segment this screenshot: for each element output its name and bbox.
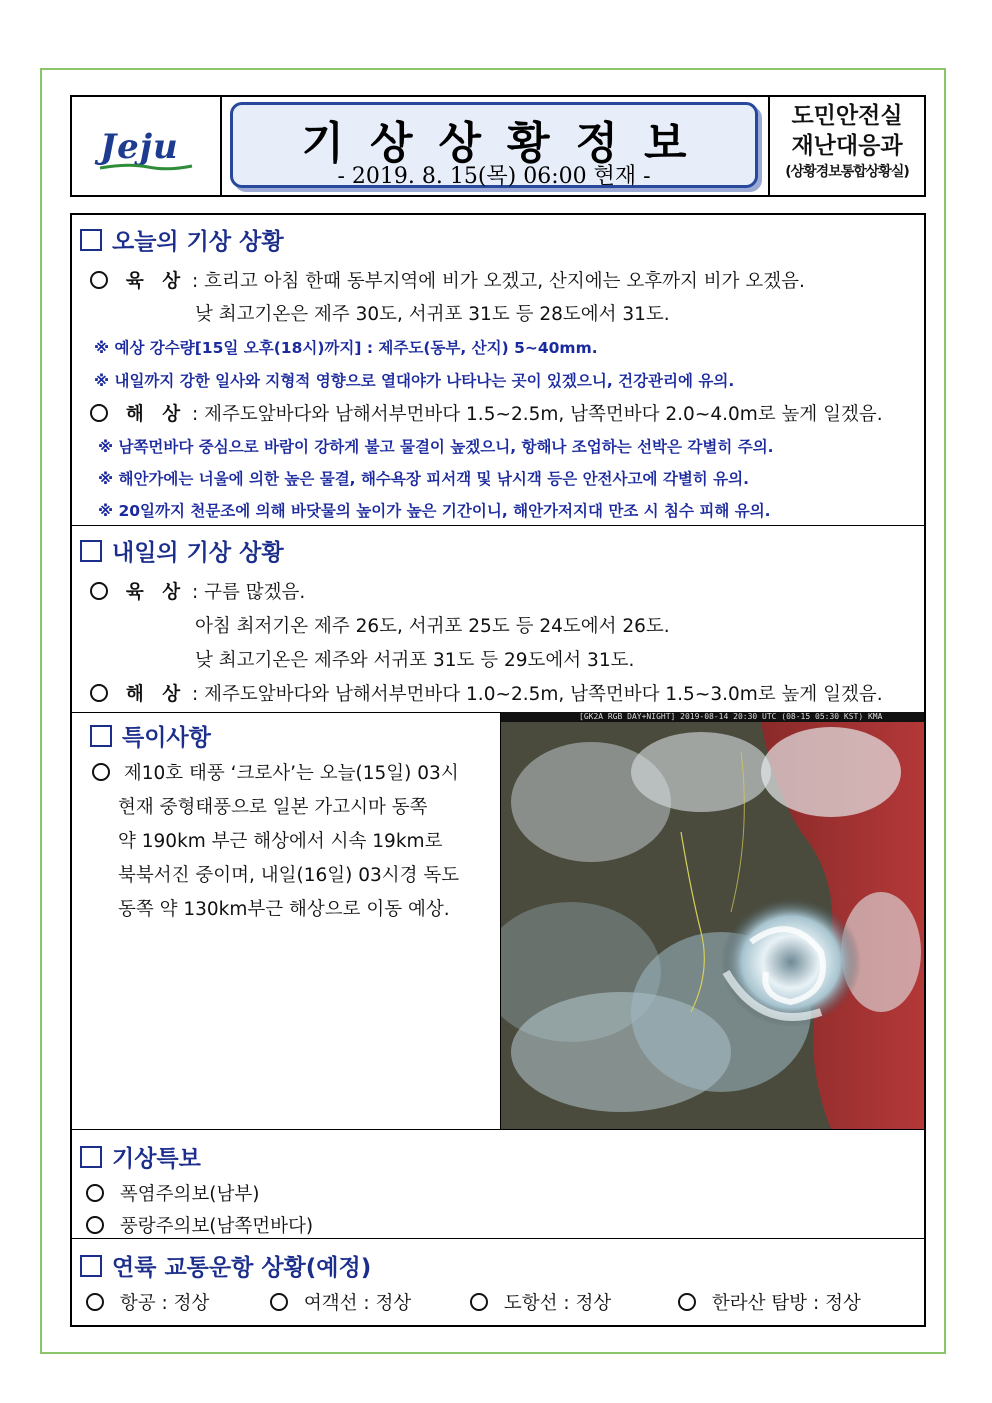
tomorrow-land-line3: 낮 최고기온은 제주와 서귀포 31도 등 29도에서 31도. xyxy=(195,650,635,671)
tomorrow-land-line1: : 구름 많겠음. xyxy=(191,582,306,603)
tomorrow-land-label: 육 상 xyxy=(125,582,187,603)
dept-line1: 도민안전실 xyxy=(791,103,903,129)
today-title-text: 오늘의 기상 상황 xyxy=(112,229,284,255)
tomorrow-sea-label: 해 상 xyxy=(125,684,187,705)
tomorrow-title xyxy=(80,534,284,567)
department xyxy=(768,97,924,195)
dept-line2: 재난대응과 xyxy=(791,133,903,159)
special-line4: 북북서진 중이며, 내일(16일) 03시경 독도 xyxy=(118,865,460,886)
tomorrow-land-row xyxy=(90,578,305,604)
special-line5: 동쪽 약 130km부근 해상으로 이동 예상. xyxy=(118,899,450,920)
circle-bullet-icon xyxy=(678,1293,696,1311)
circle-bullet-icon xyxy=(86,1216,104,1234)
jeju-logo: Jeju xyxy=(100,127,179,167)
circle-bullet-icon xyxy=(90,684,108,702)
today-sea-label: 해 상 xyxy=(125,404,187,425)
today-note2: ※ 내일까지 강한 일사와 지형적 영향으로 열대야가 나타나는 곳이 있겠으니, 건강관리에 유의. xyxy=(94,372,735,390)
traffic-item4-text: 한라산 탐방 : 정상 xyxy=(711,1293,861,1314)
title-box xyxy=(230,102,758,188)
satellite-caption: [GK2A RGB DAY+NIGHT] 2019-08-14 20:30 UTC (08-15 05:30 KST) KMA xyxy=(501,712,924,722)
tomorrow-sea-row xyxy=(90,680,883,706)
today-note4: ※ 해안가에는 너울에 의한 높은 물결, 해수욕장 피서객 및 낚시객 등은 안전사고에 각별히 유의. xyxy=(98,470,749,488)
today-title xyxy=(80,223,284,256)
today-sea-row xyxy=(90,400,883,426)
special-title-text: 특이사항 xyxy=(122,725,211,751)
satellite-image xyxy=(500,712,924,1129)
traffic-item1 xyxy=(86,1289,209,1315)
warning-item1 xyxy=(86,1180,259,1206)
special-title xyxy=(90,719,211,752)
special-line2: 현재 중형태풍으로 일본 가고시마 동쪽 xyxy=(118,797,428,818)
warning-item2-text: 풍랑주의보(남쪽먼바다) xyxy=(119,1216,314,1237)
warnings-section xyxy=(72,1129,924,1238)
special-line1-text: 제10호 태풍 ‘크로사’는 오늘(15일) 03시 xyxy=(123,763,459,784)
today-land-label: 육 상 xyxy=(125,271,187,292)
traffic-item2 xyxy=(270,1289,411,1315)
main-table xyxy=(70,213,926,1327)
satellite-picture xyxy=(501,712,924,1129)
special-line3: 약 190km 부근 해상에서 시속 19km로 xyxy=(118,831,443,852)
circle-bullet-icon xyxy=(470,1293,488,1311)
today-land-row xyxy=(90,267,805,293)
warnings-title xyxy=(80,1140,201,1173)
today-sea-line: : 제주도앞바다와 남해서부먼바다 1.5~2.5m, 남쪽먼바다 2.0~4.0m로 높게 일겠음. xyxy=(191,404,883,425)
checkbox-square-icon xyxy=(80,1255,102,1277)
header xyxy=(70,95,926,197)
circle-bullet-icon xyxy=(90,582,108,600)
today-land-line1: : 흐리고 아침 한때 동부지역에 비가 오겠고, 산지에는 오후까지 비가 오겠음. xyxy=(191,271,805,292)
warning-item1-text: 폭염주의보(남부) xyxy=(119,1184,260,1205)
checkbox-square-icon xyxy=(80,1146,102,1168)
tomorrow-sea-line: : 제주도앞바다와 남해서부먼바다 1.0~2.5m, 남쪽먼바다 1.5~3.0m로 높게 일겠음. xyxy=(191,684,883,705)
traffic-title xyxy=(80,1249,371,1282)
logo-cell xyxy=(72,97,222,195)
tomorrow-title-text: 내일의 기상 상황 xyxy=(112,540,284,566)
circle-bullet-icon xyxy=(86,1293,104,1311)
checkbox-square-icon xyxy=(80,229,102,251)
traffic-item4 xyxy=(678,1289,861,1315)
page-title: 기상상황정보 xyxy=(301,118,713,169)
checkbox-square-icon xyxy=(90,725,112,747)
traffic-section xyxy=(72,1238,924,1325)
warning-item2 xyxy=(86,1212,313,1238)
today-section xyxy=(72,215,924,525)
traffic-item3 xyxy=(470,1289,611,1315)
circle-bullet-icon xyxy=(90,404,108,422)
report-date: - 2019. 8. 15(목) 06:00 현재 - xyxy=(337,164,651,189)
checkbox-square-icon xyxy=(80,540,102,562)
today-land-line2: 낮 최고기온은 제주 30도, 서귀포 31도 등 28도에서 31도. xyxy=(195,304,670,325)
dept-line3: (상황경보통합상황실) xyxy=(785,164,909,180)
traffic-item3-text: 도항선 : 정상 xyxy=(503,1293,612,1314)
traffic-item2-text: 여객선 : 정상 xyxy=(303,1293,412,1314)
circle-bullet-icon xyxy=(92,763,110,781)
circle-bullet-icon xyxy=(90,271,108,289)
traffic-title-text: 연륙 교통운항 상황(예정) xyxy=(112,1255,372,1281)
today-note1: ※ 예상 강수량[15일 오후(18시)까지] : 제주도(동부, 산지) 5~40mm. xyxy=(94,339,598,357)
tomorrow-land-line2: 아침 최저기온 제주 26도, 서귀포 25도 등 24도에서 26도. xyxy=(195,616,670,637)
today-note3: ※ 남쪽먼바다 중심으로 바람이 강하게 불고 물결이 높겠으니, 항해나 조업하는 선박은 각별히 주의. xyxy=(98,438,774,456)
circle-bullet-icon xyxy=(270,1293,288,1311)
today-note5: ※ 20일까지 천문조에 의해 바닷물의 높이가 높은 기간이니, 해안가저지대 만조 시 침수 피해 유의. xyxy=(98,502,771,520)
circle-bullet-icon xyxy=(86,1184,104,1202)
tomorrow-section xyxy=(72,525,924,712)
logo-swoosh-icon xyxy=(98,163,194,171)
traffic-item1-text: 항공 : 정상 xyxy=(119,1293,210,1314)
warnings-title-text: 기상특보 xyxy=(112,1146,201,1172)
special-line1 xyxy=(92,757,459,791)
